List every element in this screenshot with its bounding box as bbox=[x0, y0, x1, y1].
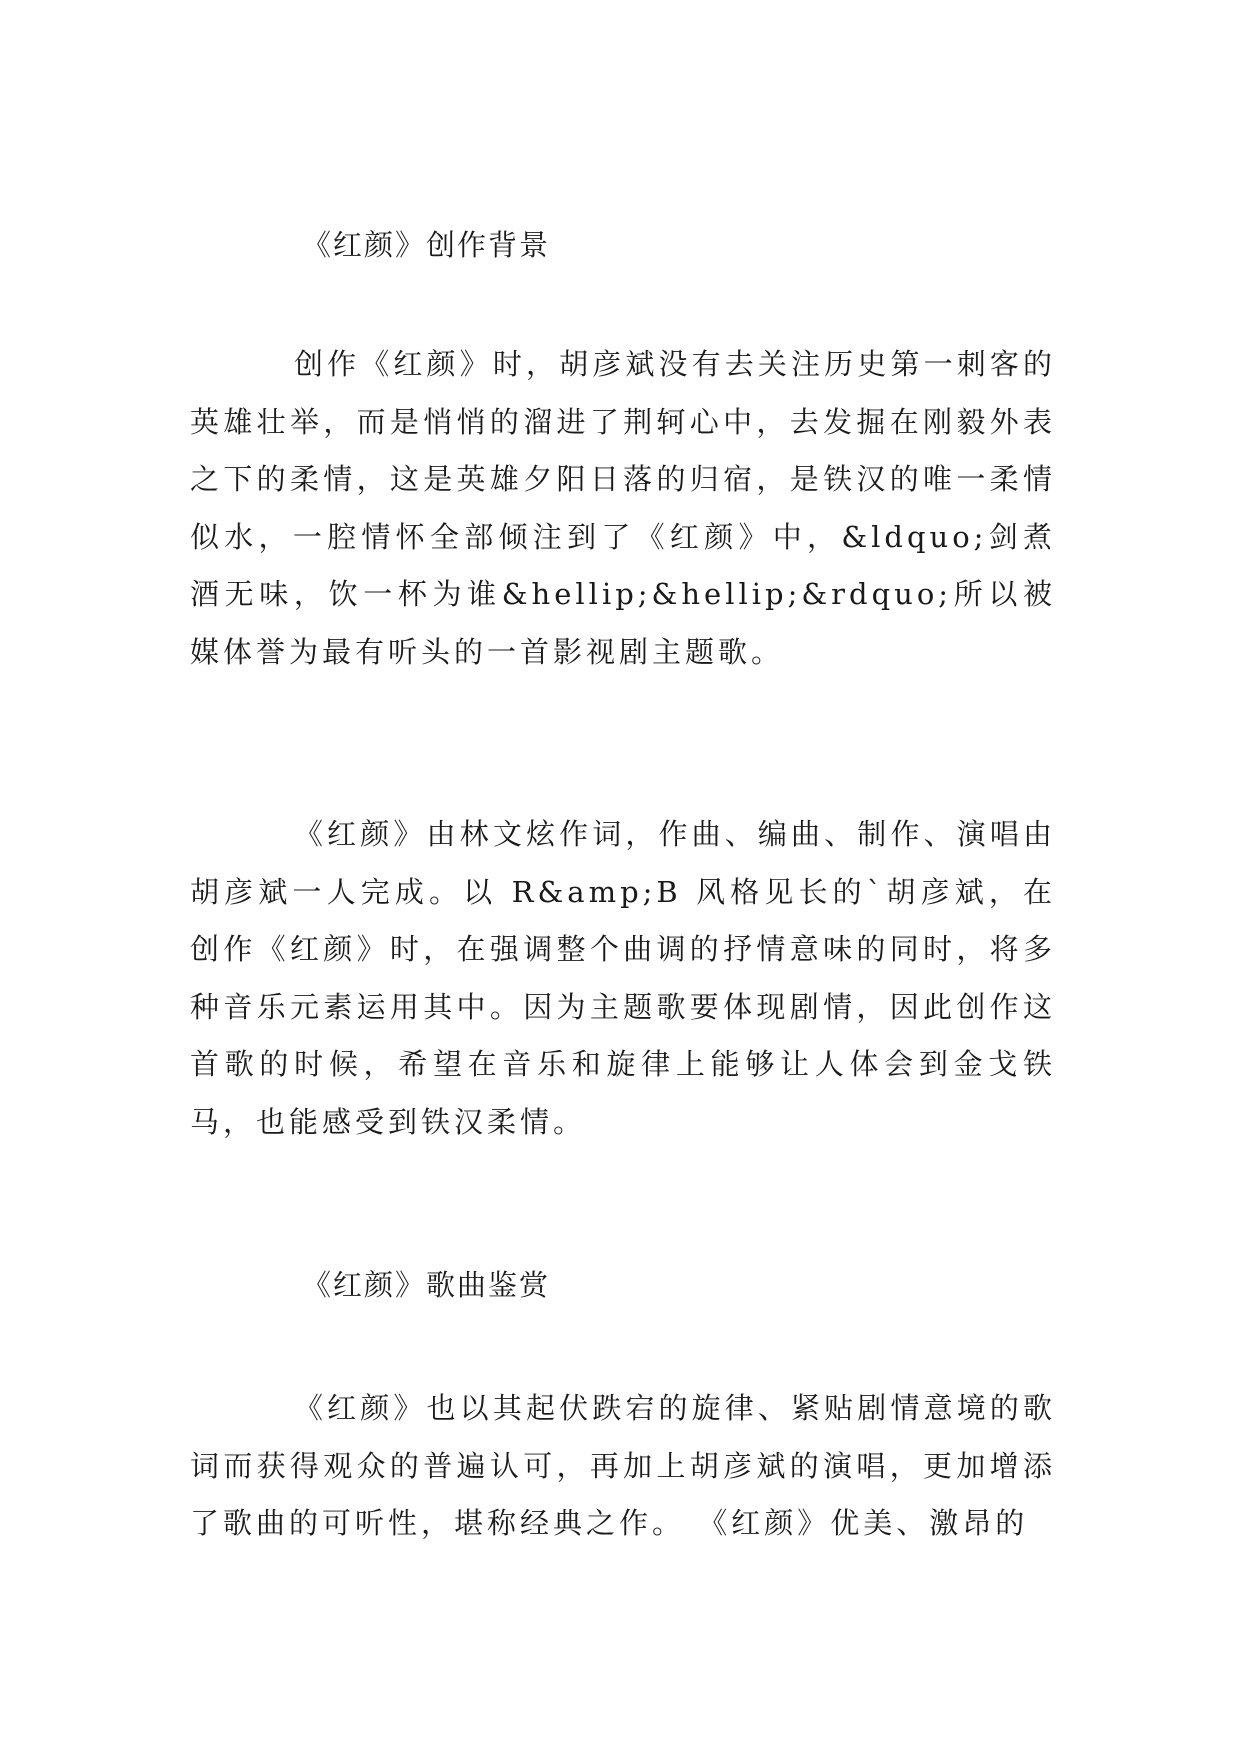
section-heading-song-appreciation: 《红颜》歌曲鉴赏 bbox=[302, 1268, 551, 1302]
paragraph-creation-story: 创作《红颜》时，胡彦斌没有去关注历史第一刺客的英雄壮举，而是悄悄的溜进了荆轲心中，去发掘在刚毅外表之下的柔情，这是英雄夕阳日落的归宿，是铁汉的唯一柔情似水，一腔情怀全部倾注到了《红颜》中，&ldquo;剑煮酒无味，饮一杯为谁&hellip;&hellip;&rdquo;所以被媒体誉为最有听头的一首影视剧主题歌。 bbox=[190, 347, 1056, 669]
paragraph-song-appreciation: 《红颜》也以其起伏跌宕的旋律、紧贴剧情意境的歌词而获得观众的普遍认可，再加上胡彦斌的演唱，更加增添了歌曲的可听性，堪称经典之作。 《红颜》优美、激昂的 bbox=[190, 1391, 1056, 1540]
paragraph-production-credits: 《红颜》由林文炫作词，作曲、编曲、制作、演唱由胡彦斌一人完成。以 R&amp;B 风格见长的`胡彦斌，在创作《红颜》时，在强调整个曲调的抒情意味的同时，将多种音乐元素运用其中。因为主题歌要体现剧情，因此创作这首歌的时候，希望在音乐和旋律上能够让人体会到金戈铁马，也能感受到铁汉柔情。 bbox=[190, 817, 1056, 1139]
section-heading-creation-background: 《红颜》创作背景 bbox=[302, 228, 551, 262]
